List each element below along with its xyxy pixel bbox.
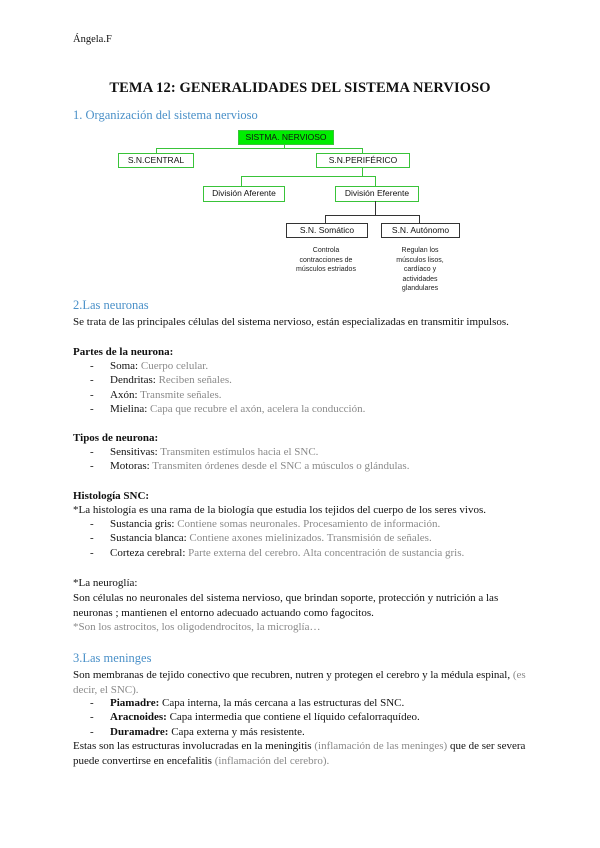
- list-item: - Corteza cerebral: Parte externa del cerebro. Alta concentración de sustancia gris.: [90, 546, 464, 560]
- diagram-autonomo: S.N. Autónomo: [381, 223, 460, 238]
- neuronas-intro: Se trata de las principales células del sistema nervioso, están especializadas en transmitir impulsos.: [73, 316, 509, 328]
- histologia-title: Histología SNC:: [73, 490, 150, 502]
- meninges-closing: Estas son las estructuras involucradas en la meningitis (inflamación de las meninges) que de ser severa puede convertirse en encefalitis (inflamación del cerebro).: [73, 740, 526, 767]
- list-item: - Dendritas: Reciben señales.: [90, 373, 365, 387]
- partes-list: [90, 359, 365, 417]
- histologia-intro: *La histología es una rama de la biología que estudia los tejidos del cuerpo de los seres vivos.: [73, 504, 487, 516]
- list-item: - Sensitivas: Transmiten estímulos hacia el SNC.: [90, 445, 409, 459]
- neuroglia-title: *La neuroglía:: [73, 577, 138, 589]
- page-title: TEMA 12: GENERALIDADES DEL SISTEMA NERVIOSO: [109, 80, 491, 96]
- section-2-heading: 2.Las neuronas: [73, 298, 149, 312]
- diagram-periferico: S.N.PERIFÉRICO: [316, 153, 410, 168]
- list-item: - Sustancia gris: Contiene somas neuronales. Procesamiento de información.: [90, 517, 464, 531]
- list-item: - Aracnoides: Capa intermedia que contiene el líquido cefalorraquídeo.: [90, 710, 420, 724]
- meninges-list: [90, 696, 420, 739]
- section-1-heading: 1. Organización del sistema nervioso: [73, 108, 258, 122]
- meninges-intro: Son membranas de tejido conectivo que recubren, nutren y protegen el cerebro y la médula espinal, (es decir, el SNC).: [73, 669, 526, 696]
- neuroglia-note: *Son los astrocitos, los oligodendrocitos, la microglía…: [73, 621, 321, 633]
- list-item: - Piamadre: Capa interna, la más cercana a las estructuras del SNC.: [90, 696, 420, 710]
- tipos-list: [90, 445, 409, 474]
- section-3-heading: 3.Las meninges: [73, 651, 152, 665]
- list-item: - Axón: Transmite señales.: [90, 388, 365, 402]
- tipos-title: Tipos de neurona:: [73, 432, 159, 444]
- diagram-somatico-desc: Controla contracciones de músculos estriados: [296, 247, 356, 273]
- diagram-central: S.N.CENTRAL: [118, 153, 194, 168]
- partes-title: Partes de la neurona:: [73, 346, 174, 358]
- list-item: - Motoras: Transmiten órdenes desde el SNC a músculos o glándulas.: [90, 459, 409, 473]
- diagram-autonomo-desc: Regulan los músculos lisos, cardíaco y actividades glandulares: [396, 247, 444, 292]
- histologia-list: [90, 517, 464, 560]
- diagram-root: SISTMA. NERVIOSO: [238, 130, 334, 145]
- diagram-aferente: División Aferente: [203, 186, 285, 202]
- list-item: - Duramadre: Capa externa y más resistente.: [90, 725, 420, 739]
- author-name: Ángela.F: [73, 34, 112, 45]
- diagram-somatico: S.N. Somático: [286, 223, 368, 238]
- diagram-eferente: División Eferente: [335, 186, 419, 202]
- neuroglia-text: Son células no neuronales del sistema nervioso, que brindan soporte, protección y nutrición a las neuronas ; mantienen el entorno adecuado actuando como fagocitos.: [73, 592, 499, 619]
- list-item: - Sustancia blanca: Contiene axones mielinizados. Transmisión de señales.: [90, 531, 464, 545]
- list-item: - Mielina: Capa que recubre el axón, acelera la conducción.: [90, 402, 365, 416]
- list-item: - Soma: Cuerpo celular.: [90, 359, 365, 373]
